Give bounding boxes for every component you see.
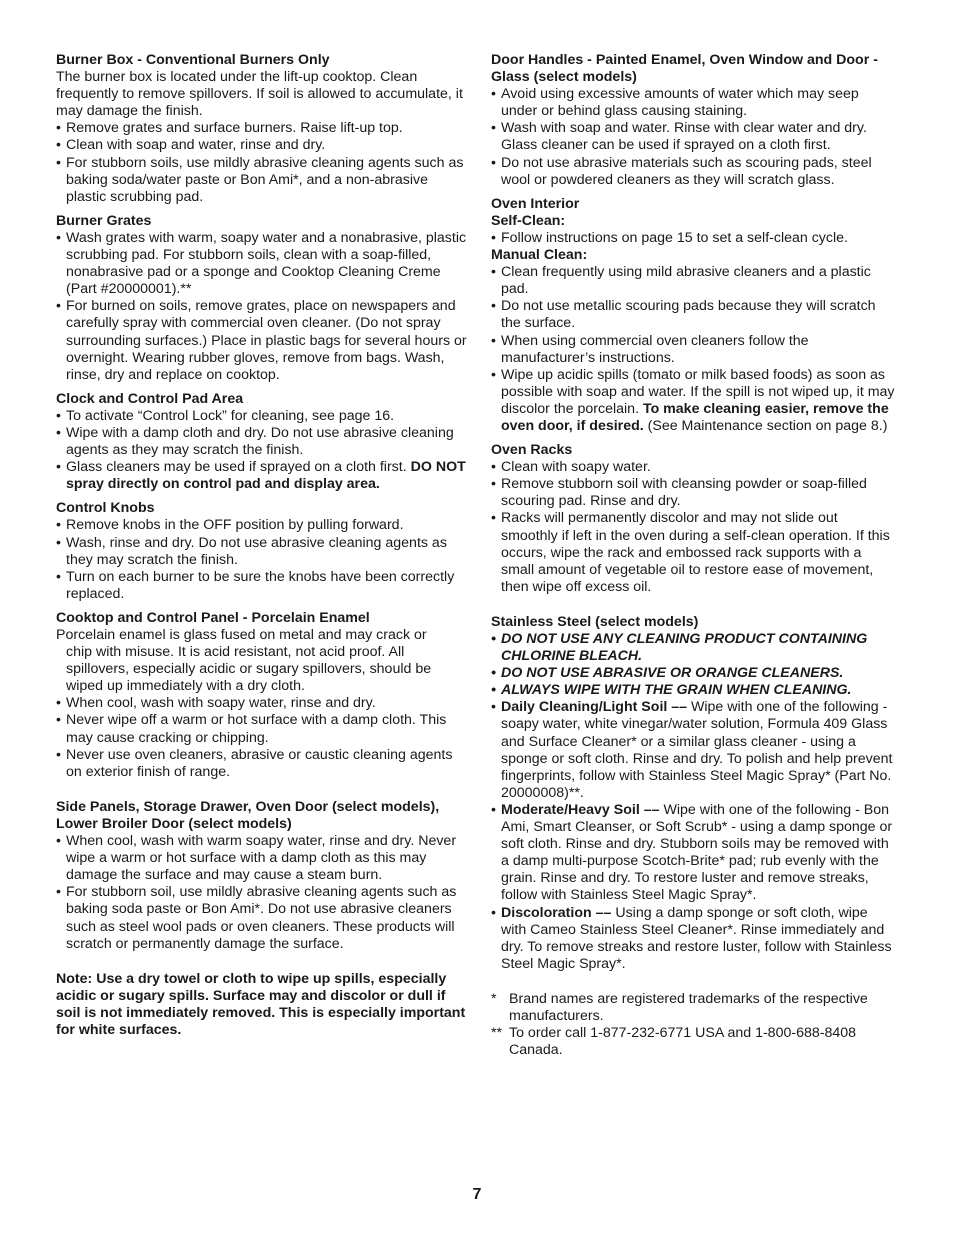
section-heading: Oven Racks (491, 442, 573, 459)
footnote-mark: * (491, 990, 497, 1007)
bullet-list (56, 517, 468, 602)
bullet-list (56, 120, 468, 205)
bullet-list (56, 833, 468, 953)
cooktop-section (56, 610, 468, 781)
bullet-list (491, 459, 896, 596)
list-item: • Wash with soap and water. Rinse with clear water and dry. Glass cleaner can be used if sprayed on a cloth first. (491, 120, 896, 154)
list-item: • To activate “Control Lock” for cleaning, see page 16. (56, 408, 468, 425)
burner-grates-section (56, 213, 468, 384)
section-heading: Burner Box - Conventional Burners Only (56, 52, 330, 68)
item-label: Discoloration –– (501, 904, 612, 921)
bullet-list (56, 408, 468, 493)
bullet-list (491, 230, 896, 247)
list-item: • Remove stubborn soil with cleansing powder or soap-filled scouring pad. Rinse and dry. (491, 476, 896, 510)
bullet-list (491, 264, 896, 435)
emphasis-text: To make cleaning easier, remove the oven door, if desired. (501, 400, 889, 434)
footnote (491, 991, 896, 1025)
list-item (491, 802, 896, 905)
section-intro: Porcelain enamel is glass fused on metal and may crack or (56, 627, 427, 643)
section-intro-continued: chip with misuse. It is acid resistant, not acid proof. All spillovers, especially acidic or sugary spillovers, should be wiped up immediately with a dry cloth. (66, 644, 432, 695)
right-column (491, 52, 896, 1059)
clock-section (56, 391, 468, 494)
footnote-text: Brand names are registered trademarks of the respective manufacturers. (509, 990, 868, 1024)
list-item: • When cool, wash with soapy water, rinse and dry. (56, 695, 468, 712)
section-heading: Stainless Steel (select models) (491, 613, 699, 630)
section-heading: Door Handles - Painted Enamel, Oven Window and Door - Glass (select models) (491, 52, 878, 86)
item-text: Using a damp sponge or soft cloth, wipe with Cameo Stainless Steel Cleaner*. Rinse immediately and dry. To remove streaks and restore luster, follow with Stainless Steel Magic Spray*. (501, 904, 892, 972)
left-column (56, 52, 468, 1039)
item-text: Wipe with one of the following - Bon Ami, Smart Cleanser, or Soft Scrub* - using a damp sponge or soft cloth. Rinse and dry. Stubborn soils may be removed with a damp multi-purpose Scotch-Brite* pad; rub evenly with the grain. Rinse and dry. To restore luster and remove streaks, follow with Stainless Steel Magic Spray*. (501, 801, 893, 904)
list-item: • Follow instructions on page 15 to set a self-clean cycle. (491, 230, 896, 247)
section-heading: Control Knobs (56, 500, 155, 517)
list-item: • Do not use abrasive materials such as scouring pads, steel wool or powdered cleaners as they will scratch glass. (491, 155, 896, 189)
list-item: • Racks will permanently discolor and may not slide out smoothly if left in the oven during a self-clean operation. If this occurs, wipe the rack and embossed rack supports with a small amount of vegetable oil to restore ease of movement, then wipe off excess oil. (491, 510, 896, 595)
list-item: • Clean with soapy water. (491, 459, 896, 476)
list-item: • Avoid using excessive amounts of water which may seep under or behind glass causing staining. (491, 86, 896, 120)
subsection-heading: Manual Clean: (491, 247, 588, 264)
warning-item: • ALWAYS WIPE WITH THE GRAIN WHEN CLEANING. (491, 682, 896, 699)
list-item: • For stubborn soil, use mildly abrasive cleaning agents such as baking soda paste or Bon Ami*. Do not use abrasive cleaners such as steel wool pads or oven cleaners. These products will scratch or permanently damage the surface. (56, 884, 468, 952)
list-item: • Wash grates with warm, soapy water and a nonabrasive, plastic scrubbing pad. For stubborn soils, clean with a soap-filled, nonabrasive pad or a sponge and Cooktop Cleaning Creme (Part #20000001).** (56, 230, 468, 298)
footnote-text: To order call 1-877-232-6771 USA and 1-800-688-8408 Canada. (509, 1025, 857, 1059)
oven-interior-section (491, 196, 896, 435)
list-item: • For stubborn soils, use mildly abrasive cleaning agents such as baking soda/water paste or Bon Ami*, and a non-abrasive plastic scrubbing pad. (56, 155, 468, 206)
item-text: Glass cleaners may be used if sprayed on a cloth first. (66, 459, 411, 476)
list-item (491, 367, 896, 435)
section-intro: The burner box is located under the lift-up cooktop. Clean frequently to remove spillovers. If soil is allowed to accumulate, it may damage the finish. (56, 69, 463, 120)
footnotes (491, 991, 896, 1059)
warning-text: DO NOT spray directly on control pad and display area. (66, 459, 466, 493)
list-item: • Never use oven cleaners, abrasive or caustic cleaning agents on exterior finish of range. (56, 747, 468, 781)
footnote (491, 1025, 896, 1059)
door-handles-section (491, 52, 896, 189)
list-item: • Wipe with a damp cloth and dry. Do not use abrasive cleaning agents as they may scratch the finish. (56, 425, 468, 459)
list-item: • Remove grates and surface burners. Raise lift-up top. (56, 120, 468, 137)
oven-racks-section (491, 442, 896, 596)
list-item (491, 699, 896, 802)
control-knobs-section (56, 500, 468, 603)
burner-box-section (56, 52, 468, 206)
list-item: • Never wipe off a warm or hot surface with a damp cloth. This may cause cracking or chipping. (56, 712, 468, 746)
list-item: • Clean frequently using mild abrasive cleaners and a plastic pad. (491, 264, 896, 298)
item-text: Wipe with one of the following - soapy water, white vinegar/water solution, Formula 409 Glass and Surface Cleaner* or a similar glass cleaner - using a sponge or soft cloth. Rinse and dry. To polish and help prevent fingerprints, follow with Stainless Steel Magic Spray* (Part No. 20000008)**. (501, 699, 893, 801)
section-heading: Clock and Control Pad Area (56, 390, 244, 407)
item-text-after: (See Maintenance section on page 8.) (643, 417, 888, 434)
section-heading: Side Panels, Storage Drawer, Oven Door (select models), Lower Broiler Door (select models) (56, 798, 440, 832)
list-item: • Clean with soap and water, rinse and dry. (56, 137, 468, 154)
list-item: • For burned on soils, remove grates, place on newspapers and carefully spray with commercial oven cleaner. (Do not spray surrounding surfaces.) Place in plastic bags for several hours or overnight. Wearing rubber gloves, remove from bags. Wash, rinse, dry and replace on cooktop. (56, 298, 468, 383)
bullet-list (491, 86, 896, 189)
warning-item: • DO NOT USE ABRASIVE OR ORANGE CLEANERS. (491, 665, 896, 682)
item-text: Wipe up acidic spills (tomato or milk based foods) as soon as possible with soap and water. If the spill is not wiped up, it may discolor the porcelain. (501, 366, 895, 417)
list-item: • Do not use metallic scouring pads because they will scratch the surface. (491, 298, 896, 332)
page-number: 7 (472, 1186, 482, 1203)
item-label: Moderate/Heavy Soil –– (501, 801, 660, 818)
list-item (491, 905, 896, 973)
list-item (56, 459, 468, 493)
list-item: • When cool, wash with warm soapy water, rinse and dry. Never wipe a warm or hot surface with a damp cloth as this may damage the surface and may cause a steam burn. (56, 833, 468, 884)
stainless-steel-section (491, 614, 896, 973)
bullet-list (491, 631, 896, 973)
item-label: Daily Cleaning/Light Soil –– (501, 699, 688, 716)
warning-item: • DO NOT USE ANY CLEANING PRODUCT CONTAINING CHLORINE BLEACH. (491, 631, 896, 665)
section-heading: Cooktop and Control Panel - Porcelain Enamel (56, 609, 370, 626)
bullet-list (56, 230, 468, 384)
bullet-list (56, 695, 468, 780)
section-heading: Oven Interior (491, 195, 580, 212)
note-paragraph: Note: Use a dry towel or cloth to wipe up spills, especially acidic or sugary spills. Surface may and discolor or dull if soil is not immediately removed. This is especially important for white surfaces. (56, 970, 466, 1038)
footnote-mark: ** (491, 1025, 503, 1042)
subsection-heading: Self-Clean: (491, 212, 566, 229)
list-item: • When using commercial oven cleaners follow the manufacturer’s instructions. (491, 333, 896, 367)
side-panels-section (56, 799, 468, 953)
list-item: • Wash, rinse and dry. Do not use abrasive cleaning agents as they may scratch the finish. (56, 535, 468, 569)
list-item: • Turn on each burner to be sure the knobs have been correctly replaced. (56, 569, 468, 603)
list-item: • Remove knobs in the OFF position by pulling forward. (56, 517, 468, 534)
section-heading: Burner Grates (56, 212, 152, 229)
